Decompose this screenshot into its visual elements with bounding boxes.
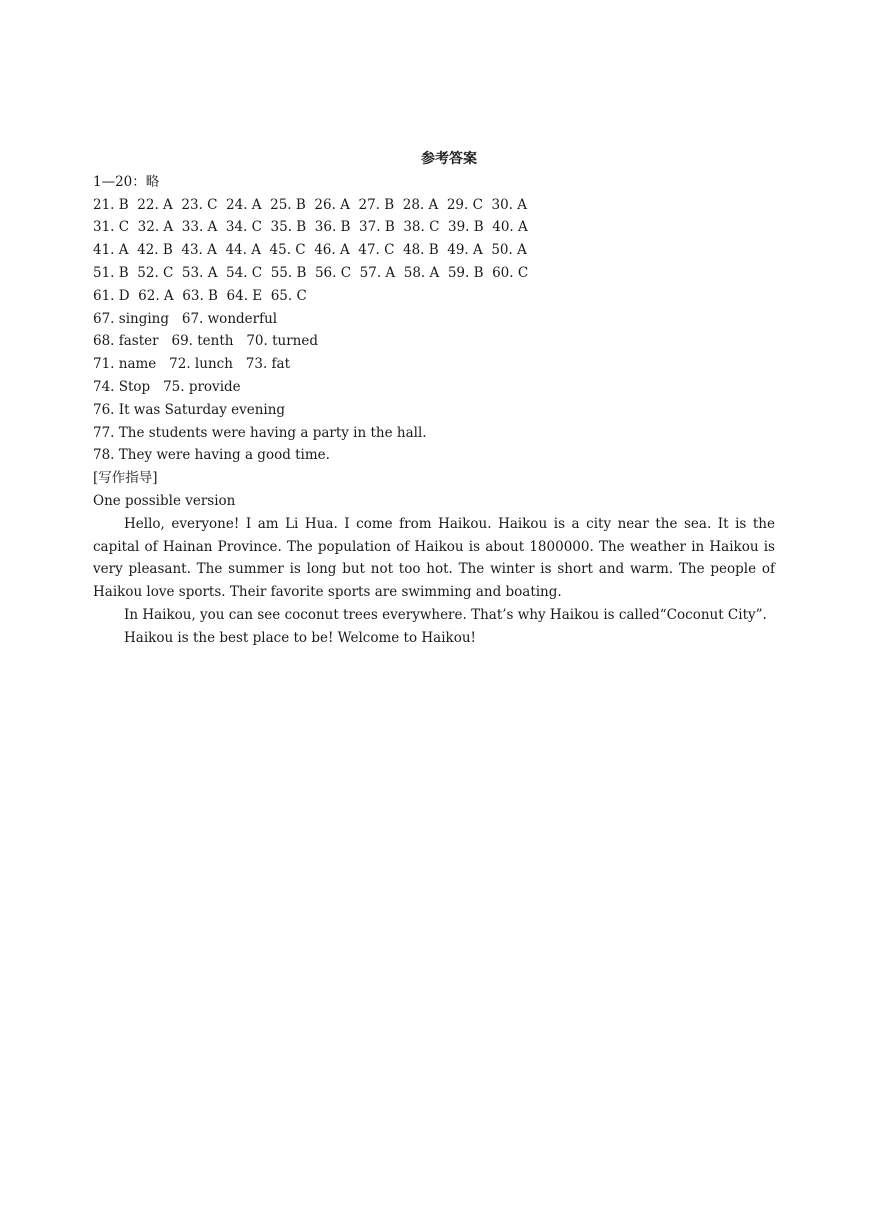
essay-paragraph-2: In Haikou, you can see coconut trees everywhere. That’s why Haikou is called“Coconut City”. [124,606,767,623]
answer-line-76: 76. It was Saturday evening [93,401,286,418]
answer-line-31-40: 31. C 32. A 33. A 34. C 35. B 36. B 37. B 38. C 39. B 40. A [93,219,528,236]
answer-line-68-70: 68. faster 69. tenth 70. turned [93,333,318,350]
page-title: 参考答案 [421,151,477,167]
answer-line-51-60: 51. B 52. C 53. A 54. C 55. B 56. C 57. A 58. A 59. B 60. C [93,264,529,281]
answer-line-67: 67. singing 67. wonderful [93,310,278,327]
answer-line-61-65: 61. D 62. A 63. B 64. E 65. C [93,287,307,304]
answer-line-1-20: 1—20：略 [93,173,160,190]
answer-line-21-30: 21. B 22. A 23. C 24. A 25. B 26. A 27. B 28. A 29. C 30. A [93,196,528,213]
answer-line-41-50: 41. A 42. B 43. A 44. A 45. C 46. A 47. C 48. B 49. A 50. A [93,242,527,259]
answer-line-78: 78. They were having a good time. [93,447,330,464]
answer-line-74-75: 74. Stop 75. provide [93,378,241,395]
answer-key-page [93,148,775,650]
sample-version-label: One possible version [93,492,236,509]
writing-guide-heading: [写作指导] [93,470,158,487]
answer-line-77: 77. The students were having a party in the hall. [93,424,427,441]
answer-line-71-73: 71. name 72. lunch 73. fat [93,356,290,373]
essay-paragraph-1: Hello, everyone! I am Li Hua. I come from Haikou. Haikou is a city near the sea. It is the capital of Hainan Province. The population of Haikou is about 1800000. The weather in Haikou is very pleasant. The summer is long but not too hot. The winter is short and warm. The people of Haikou love sports. Their favorite sports are swimming and boating. [93,515,775,601]
essay-paragraph-3: Haikou is the best place to be! Welcome to Haikou! [124,629,476,646]
